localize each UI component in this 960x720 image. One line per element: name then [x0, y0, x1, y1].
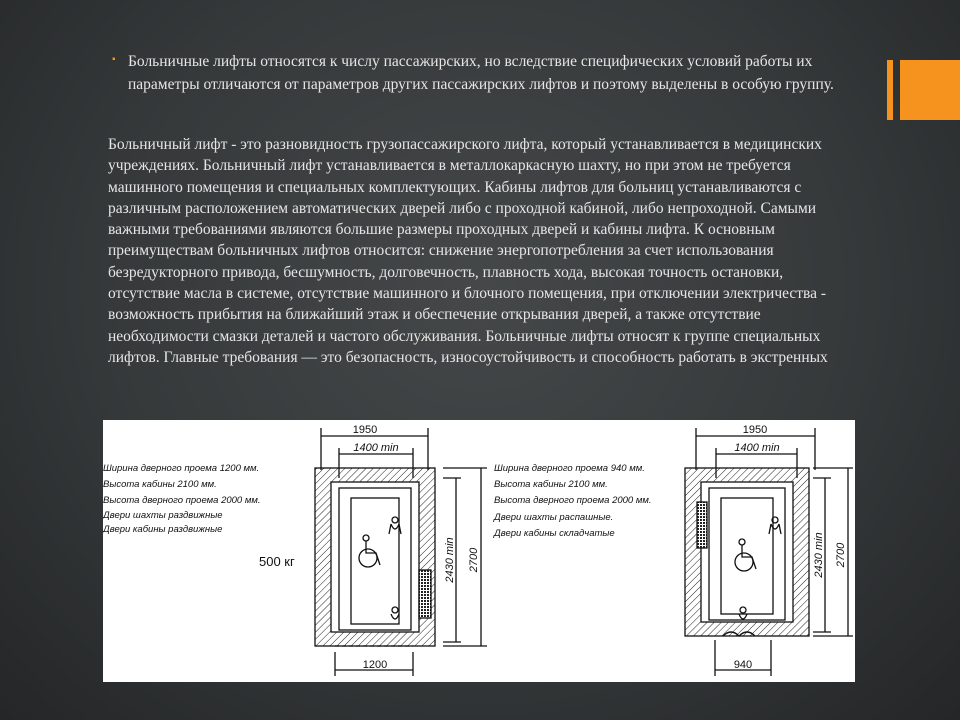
right-note-4: Двери шахты распашные. [494, 512, 614, 523]
left-note-4: Двери шахты раздвижные [103, 510, 223, 521]
right-dim-door: 940 [733, 659, 753, 671]
left-note-3: Высота дверного проема 2000 мм. [103, 495, 261, 506]
elevator-plans-svg [103, 420, 855, 682]
left-note-5: Двери кабины раздвижные [103, 524, 223, 535]
right-dim-depth-inner: 2430 min [813, 532, 825, 578]
left-dim-inner: 1400 min [353, 442, 399, 454]
right-dim-depth-outer: 2700 [835, 542, 847, 568]
left-dim-door: 1200 [362, 659, 388, 671]
left-dim-depth-inner: 2430 min [444, 537, 456, 583]
accent-bar-thin [887, 60, 893, 120]
right-note-3: Высота дверного проема 2000 мм. [494, 495, 652, 506]
left-dim-depth-outer: 2700 [468, 547, 480, 573]
accent-bar-wide [900, 60, 960, 120]
elevator-drawing [103, 420, 855, 682]
left-note-2: Высота кабины 2100 мм. [103, 479, 217, 490]
right-notes [493, 463, 652, 539]
bullet-dot-icon: ▪ [112, 54, 116, 65]
bullet-text: Больничные лифты относятся к числу пассажирских, но вследствие специфических условий работы их параметры отличаются от параметров других пассажирских лифтов и поэтому выделены в особую группу. [128, 53, 834, 93]
right-plan [685, 428, 853, 676]
left-notes [103, 463, 261, 535]
right-note-1: Ширина дверного проема 940 мм. [494, 463, 645, 474]
bullet-paragraph [112, 50, 842, 96]
body-paragraph: Больничный лифт - это разновидность грузопассажирского лифта, который устанавливается в медицинских учреждениях. Больничный лифт устанавливается в металлокаркасную шахту, но при этом не требуется машинного помещения и специальных комплектующих. Кабины лифтов для больниц устанавливаются с различным расположением автоматических дверей либо с проходной кабиной, либо непроходной. Самыми важными требованиями являются большие размеры проходных дверей и кабины лифта. К основным преимуществам больничных лифтов относится: снижение энергопотребления за счет использования безредукторного привода, бесшумность, долговечность, плавность хода, высокая точность остановки, отсутствие масла в системе, отсутствие машинного и блочного помещения, при отключении электричества - возможность прибытия на ближайший этаж и обеспечение открывания дверей, а также отсутствие необходимости смазки деталей и частого обслуживания. Больничные лифты относят к группе специальных лифтов. Главные требования — это безопасность, износоустойчивость и способность работать в экстренных [108, 136, 828, 366]
left-dim-outer: 1950 [352, 424, 378, 436]
load-label: 500 кг [259, 554, 295, 569]
right-dim-inner: 1400 min [734, 442, 780, 454]
left-plan [315, 428, 487, 676]
right-note-2: Высота кабины 2100 мм. [494, 479, 608, 490]
left-note-1: Ширина дверного проема 1200 мм. [103, 463, 260, 474]
right-note-5: Двери кабины складчатые [494, 528, 615, 539]
right-dim-outer: 1950 [742, 424, 768, 436]
